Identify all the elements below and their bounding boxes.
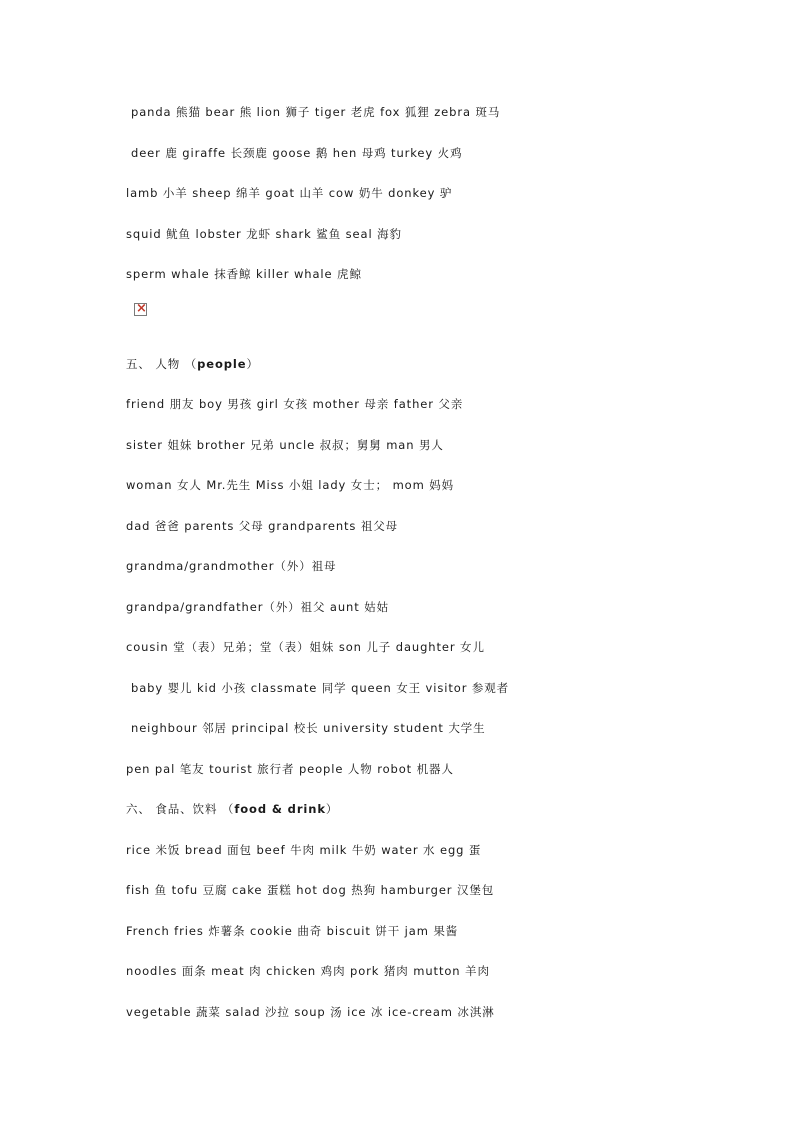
vocab-line-food-2: fish 鱼 tofu 豆腐 cake 蛋糕 hot dog 热狗 hamburger 汉堡包 xyxy=(126,883,495,897)
vocab-line-people-3: woman 女人 Mr.先生 Miss 小姐 lady 女士； mom 妈妈 xyxy=(126,478,455,492)
vocab-line-people-7: cousin 堂（表）兄弟；堂（表）姐妹 son 儿子 daughter 女儿 xyxy=(126,640,485,654)
vocab-line-animals-5: sperm whale 抹香鲸 killer whale 虎鲸 xyxy=(126,267,362,281)
vocab-line-animals-4: squid 鱿鱼 lobster 龙虾 shark 鲨鱼 seal 海豹 xyxy=(126,227,402,241)
section-heading-food-cn: 六、 食品、饮料 （ xyxy=(126,802,235,816)
vocab-line-people-10: pen pal 笔友 tourist 旅行者 people 人物 robot 机器人 xyxy=(126,762,454,776)
section-heading-people-close: ） xyxy=(246,357,259,371)
vocab-line-people-2: sister 姐妹 brother 兄弟 uncle 叔叔；舅舅 man 男人 xyxy=(126,438,444,452)
section-heading-people-cn: 五、 人物 （ xyxy=(126,357,198,371)
vocab-line-animals-2: deer 鹿 giraffe 长颈鹿 goose 鹅 hen 母鸡 turkey 火鸡 xyxy=(131,146,463,160)
section-heading-food-en: food & drink xyxy=(234,802,326,816)
broken-image-icon xyxy=(134,303,147,316)
vocab-line-people-4: dad 爸爸 parents 父母 grandparents 祖父母 xyxy=(126,519,399,533)
vocab-line-food-4: noodles 面条 meat 肉 chicken 鸡肉 pork 猪肉 mutton 羊肉 xyxy=(126,964,490,978)
section-heading-people-en: people xyxy=(197,357,247,371)
vocab-line-food-5: vegetable 蔬菜 salad 沙拉 soup 汤 ice 冰 ice-cream 冰淇淋 xyxy=(126,1005,495,1019)
vocab-line-people-5: grandma/grandmother（外）祖母 xyxy=(126,559,337,573)
vocab-line-people-6: grandpa/grandfather（外）祖父 aunt 姑姑 xyxy=(126,600,389,614)
section-heading-people xyxy=(126,357,259,371)
vocab-line-people-1: friend 朋友 boy 男孩 girl 女孩 mother 母亲 father 父亲 xyxy=(126,397,464,411)
section-heading-food-close: ） xyxy=(325,802,339,816)
vocab-line-people-9: neighbour 邻居 principal 校长 university student 大学生 xyxy=(131,721,486,735)
vocab-line-animals-1: panda 熊猫 bear 熊 lion 狮子 tiger 老虎 fox 狐狸 zebra 斑马 xyxy=(131,105,501,119)
vocab-line-food-1: rice 米饭 bread 面包 beef 牛肉 milk 牛奶 water 水 egg 蛋 xyxy=(126,843,482,857)
vocab-line-animals-3: lamb 小羊 sheep 绵羊 goat 山羊 cow 奶牛 donkey 驴 xyxy=(126,186,453,200)
vocab-line-food-3: French fries 炸薯条 cookie 曲奇 biscuit 饼干 jam 果酱 xyxy=(126,924,459,938)
vocab-line-people-8: baby 婴儿 kid 小孩 classmate 同学 queen 女王 visitor 参观者 xyxy=(131,681,510,695)
section-heading-food-drink xyxy=(126,802,338,816)
